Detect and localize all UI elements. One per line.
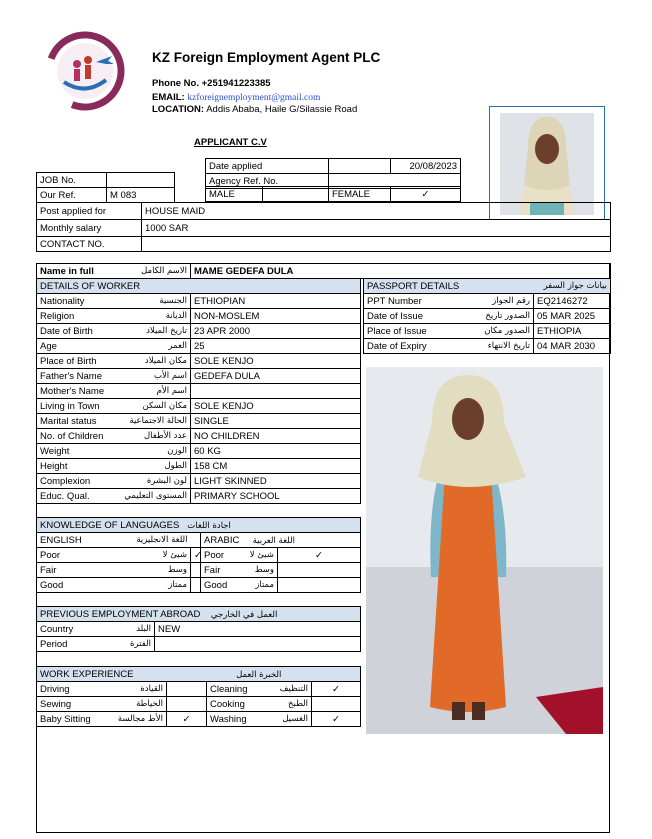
worker-row [37, 414, 361, 429]
name-value: MAME GEDEFA DULA [191, 264, 611, 279]
passport-label-cell [364, 339, 534, 354]
languages-header: KNOWLEDGE OF LANGUAGES [40, 519, 180, 531]
country-label-cell [37, 622, 155, 637]
worker-label-ar: الطول [164, 461, 187, 471]
worker-row [37, 429, 361, 444]
job-no-label: JOB No. [37, 173, 107, 188]
passport-label: Date of Expiry [367, 340, 427, 352]
experience-left-check: ✓ [167, 712, 207, 727]
passport-value: 04 MAR 2030 [534, 339, 611, 354]
experience-left-label: Baby Sitting [40, 713, 91, 725]
salary-value: 1000 SAR [142, 220, 611, 237]
worker-label-cell [37, 489, 191, 504]
worker-label: Weight [40, 445, 70, 457]
languages-header-ar: اجادة اللغات [187, 520, 231, 531]
applicant-full-photo [366, 367, 603, 734]
post-label: Post applied for [37, 203, 142, 220]
worker-label: Religion [40, 310, 75, 322]
worker-row [37, 489, 361, 504]
worker-label-cell [37, 474, 191, 489]
english-level-label-cell [37, 563, 191, 578]
female-label: FEMALE [329, 187, 391, 202]
worker-label-cell [37, 294, 191, 309]
male-check [263, 187, 329, 202]
experience-right-label-cell [207, 682, 312, 697]
job-no-value [107, 173, 175, 188]
experience-right-check: ✓ [312, 712, 361, 727]
document-title: APPLICANT C.V [194, 137, 267, 148]
date-applied-label: Date applied [206, 159, 329, 174]
worker-value: PRIMARY SCHOOL [191, 489, 361, 504]
arabic-level-check: ✓ [278, 548, 361, 563]
passport-header: PASSPORT DETAILS [367, 280, 460, 292]
passport-row [364, 294, 611, 309]
experience-left-label-ar: الأط مجالسة [117, 714, 163, 724]
arabic-level-label: Poor [204, 549, 225, 561]
worker-label-cell [37, 384, 191, 399]
experience-right-check: ✓ [312, 682, 361, 697]
experience-left-label-ar: القيادة [140, 684, 163, 694]
worker-value: 158 CM [191, 459, 361, 474]
worker-label-cell [37, 369, 191, 384]
phone-label: Phone No. [152, 78, 199, 89]
passport-header-ar: بيانات جواز السفر [543, 281, 607, 291]
worker-label-cell [37, 444, 191, 459]
experience-row [37, 712, 361, 727]
worker-label: Complexion [40, 475, 91, 487]
post-table [36, 202, 611, 252]
experience-right-label-ar: الطبخ [288, 699, 308, 709]
passport-label-ar: تاريخ الانتهاء [487, 341, 530, 351]
agency-ref-label: Agency Ref. No. [206, 174, 329, 189]
experience-row [37, 697, 361, 712]
worker-table [36, 278, 361, 504]
experience-right-label-cell [207, 712, 312, 727]
experience-header-ar: الخبرة العمل [236, 669, 282, 680]
passport-value: 05 MAR 2025 [534, 309, 611, 324]
passport-row [364, 309, 611, 324]
period-label: Period [40, 638, 68, 650]
company-name: KZ Foreign Employment Agent PLC [152, 50, 381, 65]
passport-label-cell [364, 309, 534, 324]
worker-label-ar: اسم الأب [153, 371, 187, 381]
worker-label: Mother's Name [40, 385, 105, 397]
arabic-level-label: Good [204, 579, 228, 591]
worker-label: Living in Town [40, 400, 100, 412]
worker-label-cell [37, 399, 191, 414]
worker-label: Date of Birth [40, 325, 93, 337]
worker-value: LIGHT SKINNED [191, 474, 361, 489]
name-label: Name in full [40, 265, 94, 277]
passport-header-cell [364, 279, 611, 294]
worker-label: Height [40, 460, 68, 472]
worker-label: Educ. Qual. [40, 490, 90, 502]
experience-header-cell [37, 667, 361, 682]
experience-right-check [312, 697, 361, 712]
languages-header-cell [37, 518, 361, 533]
experience-left-check [167, 682, 207, 697]
worker-label-cell [37, 324, 191, 339]
job-table [36, 172, 175, 203]
worker-label-cell [37, 429, 191, 444]
name-label-ar: الاسم الكامل [141, 266, 187, 276]
english-ar: اللغة الانجليزية [136, 535, 188, 545]
english-label: ENGLISH [40, 534, 82, 546]
language-row [37, 548, 361, 563]
experience-right-label-ar: التنظيف [279, 684, 308, 694]
worker-row [37, 294, 361, 309]
worker-label-ar: الجنسية [159, 296, 187, 306]
name-label-cell [37, 264, 191, 279]
country-ar: البلد [136, 624, 151, 634]
worker-label-cell [37, 459, 191, 474]
arabic-level-label-ar: شيئ لا [249, 550, 274, 560]
experience-left-label-cell [37, 712, 167, 727]
worker-row [37, 324, 361, 339]
worker-label-ar: تاريخ الميلاد [146, 326, 187, 336]
worker-row [37, 309, 361, 324]
worker-label: Nationality [40, 295, 85, 307]
arabic-level-label-ar: ممتاز [255, 580, 274, 590]
worker-label-cell [37, 309, 191, 324]
contact-value [142, 237, 611, 252]
company-location [152, 104, 357, 115]
worker-row [37, 444, 361, 459]
date-applied-empty [329, 159, 391, 174]
arabic-level-label-cell [201, 563, 278, 578]
passport-value: ETHIOPIA [534, 324, 611, 339]
worker-label: No. of Children [40, 430, 104, 442]
worker-row [37, 474, 361, 489]
experience-table [36, 666, 361, 727]
language-row [37, 563, 361, 578]
worker-label-ar: اسم الأم [156, 386, 187, 396]
our-ref-label: Our Ref. [37, 188, 107, 203]
experience-header: WORK EXPERIENCE [40, 668, 134, 680]
male-label: MALE [206, 187, 263, 202]
experience-right-label: Cleaning [210, 683, 248, 695]
passport-label-cell [364, 294, 534, 309]
english-level-label-cell [37, 578, 191, 593]
period-label-cell [37, 637, 155, 652]
english-level-label-cell [37, 548, 191, 563]
company-email [152, 92, 320, 103]
arabic-level-check [278, 578, 361, 593]
worker-value: 60 KG [191, 444, 361, 459]
worker-value: GEDEFA DULA [191, 369, 361, 384]
post-value: HOUSE MAID [142, 203, 611, 220]
email-label: EMAIL: [152, 92, 185, 103]
worker-value: NO CHILDREN [191, 429, 361, 444]
company-logo [44, 30, 126, 112]
worker-label-ar: عدد الأطفال [143, 431, 187, 441]
worker-label-ar: الديانة [165, 311, 187, 321]
english-level-label: Good [40, 579, 64, 591]
worker-label: Marital status [40, 415, 97, 427]
email-link[interactable]: kzforeignemployment@gmail.com [187, 93, 321, 103]
phone-value: +251941223385 [201, 78, 271, 89]
experience-left-check [167, 697, 207, 712]
arabic-level-label-cell [201, 548, 278, 563]
experience-left-label-cell [37, 697, 167, 712]
worker-value [191, 384, 361, 399]
passport-row [364, 324, 611, 339]
country-value: NEW [155, 622, 361, 637]
english-level-label: Fair [40, 564, 57, 576]
worker-label-ar: لون البشرة [146, 476, 187, 486]
languages-table [36, 517, 361, 593]
worker-label-ar: المستوى التعليمي [124, 491, 187, 501]
location-label: LOCATION: [152, 104, 205, 115]
name-table [36, 263, 611, 279]
worker-value: SINGLE [191, 414, 361, 429]
country-label: Country [40, 623, 74, 635]
experience-left-label: Sewing [40, 698, 72, 710]
experience-right-label: Cooking [210, 698, 245, 710]
english-level-label-ar: وسط [167, 565, 187, 575]
worker-label: Place of Birth [40, 355, 97, 367]
contact-label: CONTACT NO. [37, 237, 142, 252]
passport-value: EQ2146272 [534, 294, 611, 309]
english-level-label-ar: ممتاز [168, 580, 187, 590]
worker-header: DETAILS OF WORKER [37, 279, 361, 294]
worker-label-ar: مكان الميلاد [144, 356, 187, 366]
passport-label: Place of Issue [367, 325, 427, 337]
previous-header-cell [37, 607, 361, 622]
previous-header-ar: العمل في الخارجي [210, 609, 278, 620]
previous-header: PREVIOUS EMPLOYMENT ABROAD [40, 608, 201, 620]
arabic-ar: اللغة العربية [252, 535, 295, 546]
date-applied-value: 20/08/2023 [391, 159, 461, 174]
experience-left-label-ar: الخياطة [136, 699, 163, 709]
worker-value: SOLE KENJO [191, 399, 361, 414]
salary-label: Monthly salary [37, 220, 142, 237]
previous-table [36, 606, 361, 652]
worker-label-cell [37, 354, 191, 369]
passport-label: Date of Issue [367, 310, 423, 322]
worker-row [37, 339, 361, 354]
worker-row [37, 459, 361, 474]
language-row [37, 578, 361, 593]
worker-row [37, 354, 361, 369]
gender-table [205, 186, 461, 202]
worker-label: Age [40, 340, 57, 352]
passport-table [363, 278, 611, 354]
period-value [155, 637, 361, 652]
experience-left-label: Driving [40, 683, 70, 695]
location-value: Addis Ababa, Haile G/Silassie Road [206, 104, 358, 115]
date-table [205, 158, 461, 189]
english-level-label: Poor [40, 549, 61, 561]
worker-label-ar: العمر [168, 341, 187, 351]
worker-label-ar: الوزن [167, 446, 187, 456]
passport-label: PPT Number [367, 295, 422, 307]
experience-right-label-ar: الغسيل [282, 714, 308, 724]
worker-value: 23 APR 2000 [191, 324, 361, 339]
experience-row [37, 682, 361, 697]
english-cell [37, 533, 191, 548]
experience-left-label-cell [37, 682, 167, 697]
english-level-check [191, 578, 201, 593]
worker-label-ar: مكان السكن [142, 401, 187, 411]
worker-value: SOLE KENJO [191, 354, 361, 369]
arabic-level-check [278, 563, 361, 578]
worker-row [37, 399, 361, 414]
worker-row [37, 384, 361, 399]
english-level-label-ar: شيئ لا [162, 550, 187, 560]
worker-value: ETHIOPIAN [191, 294, 361, 309]
arabic-label: ARABIC [204, 534, 240, 546]
passport-label-ar: الصدور مكان [484, 326, 530, 336]
worker-value: 25 [191, 339, 361, 354]
arabic-cell [201, 533, 361, 548]
arabic-level-label-ar: وسط [254, 565, 274, 575]
worker-label-cell [37, 414, 191, 429]
english-level-check [191, 563, 201, 578]
period-ar: الفترة [130, 639, 151, 649]
worker-value: NON-MOSLEM [191, 309, 361, 324]
passport-label-ar: رقم الجواز [492, 296, 530, 306]
our-ref-value: M 083 [107, 188, 175, 203]
passport-label-ar: الصدور تاريخ [485, 311, 530, 321]
english-level-check: ✓ [191, 548, 201, 563]
arabic-level-label-cell [201, 578, 278, 593]
arabic-level-label: Fair [204, 564, 221, 576]
company-phone [152, 78, 271, 89]
worker-row [37, 369, 361, 384]
passport-label-cell [364, 324, 534, 339]
worker-label-cell [37, 339, 191, 354]
experience-right-label-cell [207, 697, 312, 712]
lang-gap [191, 533, 201, 548]
passport-row [364, 339, 611, 354]
female-check: ✓ [391, 187, 461, 202]
experience-right-label: Washing [210, 713, 247, 725]
worker-label-ar: الحالة الاجتماعية [129, 416, 187, 426]
worker-label: Father's Name [40, 370, 103, 382]
